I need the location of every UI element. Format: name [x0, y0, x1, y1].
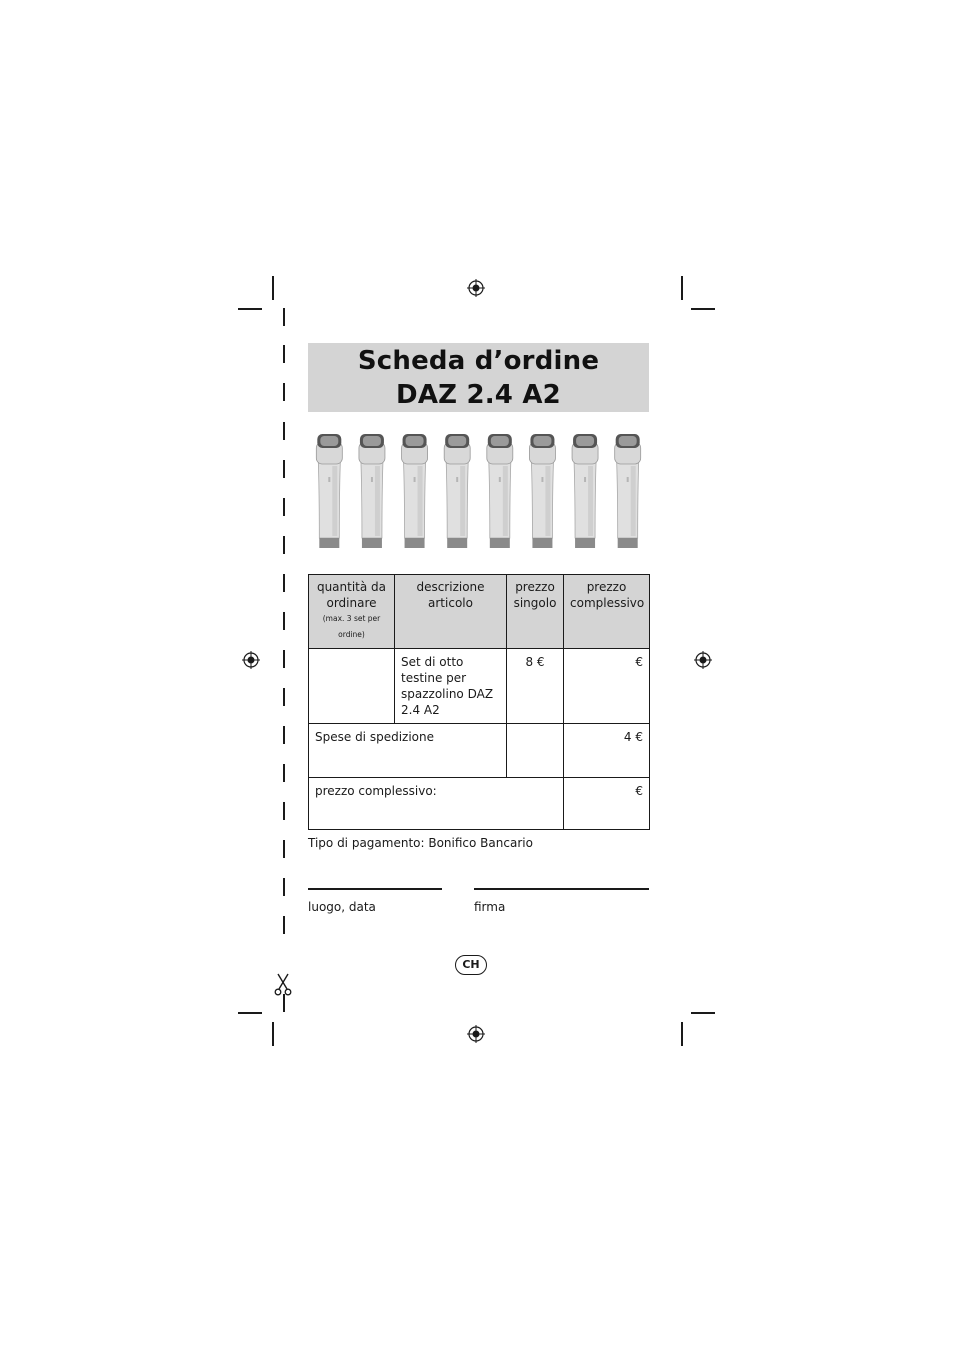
cut-line-segment	[283, 916, 285, 934]
quantity-field[interactable]	[309, 649, 395, 724]
cut-line-segment	[283, 308, 285, 326]
crop-mark	[691, 1012, 715, 1014]
table-row-grand-total	[309, 778, 650, 830]
scissors-icon	[274, 972, 292, 996]
shipping-label: Spese di spedizione	[309, 724, 507, 778]
title-box	[308, 343, 649, 412]
item-total-field[interactable]: €	[564, 649, 650, 724]
toothbrush-head	[444, 434, 470, 548]
crop-mark	[272, 276, 274, 300]
item-description: Set di otto testine per spazzolino DAZ 2.4 A2	[395, 649, 507, 724]
grand-total-label: prezzo complessivo:	[309, 778, 564, 830]
cut-line-segment	[283, 345, 285, 363]
crop-mark	[238, 1012, 262, 1014]
place-date-line[interactable]	[308, 888, 442, 890]
place-date-label: luogo, data	[308, 900, 376, 914]
cut-line-segment	[283, 498, 285, 516]
item-unit-price: 8 €	[507, 649, 564, 724]
toothbrush-head	[615, 434, 641, 548]
page-title-line2: DAZ 2.4 A2	[396, 379, 561, 410]
crop-mark	[691, 308, 715, 310]
signature-label: firma	[474, 900, 506, 914]
toothbrush-head	[402, 434, 428, 548]
toothbrush-heads-icon	[308, 432, 649, 552]
crop-mark	[681, 1022, 683, 1046]
country-badge: CH	[455, 955, 487, 975]
cut-line-segment	[283, 574, 285, 592]
cut-line-segment	[283, 840, 285, 858]
crop-mark	[238, 308, 262, 310]
registration-mark-icon	[467, 279, 485, 297]
registration-mark-icon	[694, 651, 712, 669]
header-description: descrizione articolo	[395, 575, 507, 649]
shipping-empty-cell	[507, 724, 564, 778]
header-total-price: prezzo complessivo	[564, 575, 650, 649]
cut-line-segment	[283, 726, 285, 744]
table-header-row	[309, 575, 650, 649]
registration-mark-icon	[467, 1025, 485, 1043]
cut-line-segment	[283, 994, 285, 1012]
toothbrush-head	[487, 434, 513, 548]
shipping-value: 4 €	[564, 724, 650, 778]
cut-line-segment	[283, 422, 285, 440]
crop-mark	[272, 1022, 274, 1046]
signature-line[interactable]	[474, 888, 649, 890]
cut-line-segment	[283, 536, 285, 554]
cut-line-segment	[283, 460, 285, 478]
order-table	[308, 574, 650, 830]
cut-line-segment	[283, 764, 285, 782]
header-quantity-note: (max. 3 set per ordine)	[322, 614, 381, 639]
cut-line-segment	[283, 612, 285, 630]
header-quantity: quantità da ordinare (max. 3 set per ordine)	[309, 575, 395, 649]
cut-line-segment	[283, 650, 285, 668]
toothbrush-head	[529, 434, 555, 548]
crop-mark	[681, 276, 683, 300]
toothbrush-head	[572, 434, 598, 548]
payment-method: Tipo di pagamento: Bonifico Bancario	[308, 836, 533, 850]
registration-mark-icon	[242, 651, 260, 669]
grand-total-field[interactable]: €	[564, 778, 650, 830]
page-title-line1: Scheda d’ordine	[357, 345, 600, 376]
cut-line-segment	[283, 383, 285, 401]
toothbrush-head	[316, 434, 342, 548]
header-unit-price: prezzo singolo	[507, 575, 564, 649]
table-row-shipping	[309, 724, 650, 778]
cut-line-segment	[283, 802, 285, 820]
toothbrush-head	[359, 434, 385, 548]
table-row-item	[309, 649, 650, 724]
cut-line-segment	[283, 688, 285, 706]
cut-line-segment	[283, 878, 285, 896]
